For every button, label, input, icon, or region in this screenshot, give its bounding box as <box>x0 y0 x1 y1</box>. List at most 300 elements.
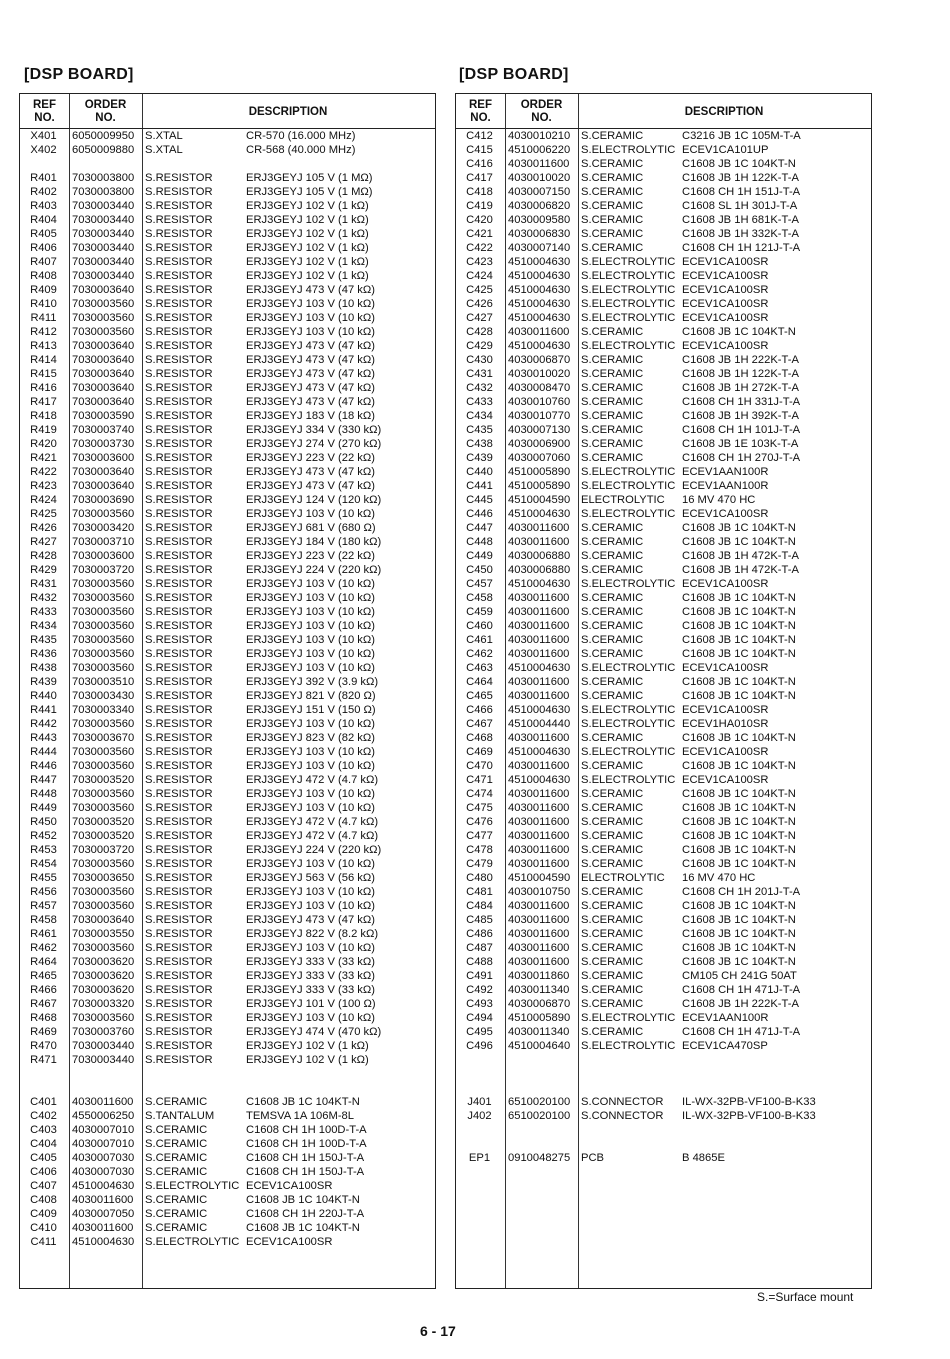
table-row <box>456 1025 871 1039</box>
order-no-cell: 7030003560 <box>72 900 135 912</box>
description-cell: C1608 JB 1C 104KT-N <box>682 648 796 660</box>
order-no-cell: 7030003620 <box>72 956 135 968</box>
ref-no-cell: C432 <box>466 382 493 394</box>
ref-no-cell: R433 <box>30 606 57 618</box>
ref-no-cell: R446 <box>30 760 57 772</box>
ref-no-cell: R453 <box>30 844 57 856</box>
table-row <box>20 213 435 227</box>
part-name-cell: S.RESISTOR <box>145 410 213 422</box>
table-row <box>20 773 435 787</box>
ref-no-cell: R467 <box>30 998 57 1010</box>
ref-no-cell: C448 <box>466 536 493 548</box>
description-cell: C1608 CH 1H 150J-T-A <box>246 1166 365 1178</box>
ref-no-cell: X401 <box>30 130 57 142</box>
table-row <box>20 1151 435 1165</box>
table-row <box>456 535 871 549</box>
ref-no-cell: C408 <box>30 1194 57 1206</box>
description-cell: C1608 CH 1H 150J-T-A <box>246 1152 365 1164</box>
ref-no-cell: C430 <box>466 354 493 366</box>
part-name-cell: S.RESISTOR <box>145 452 213 464</box>
part-name-cell: S.ELECTROLYTIC <box>145 1236 240 1248</box>
table-row <box>20 255 435 269</box>
order-no-cell: 4030011600 <box>508 942 570 954</box>
ref-no-cell: C446 <box>466 508 493 520</box>
description-cell: ERJ3GEYJ 821 V (820 Ω) <box>246 690 376 702</box>
order-no-cell: 7030003560 <box>72 718 135 730</box>
table-row <box>20 969 435 983</box>
order-no-cell: 7030003640 <box>72 466 135 478</box>
order-no-cell: 7030003650 <box>72 872 135 884</box>
ref-no-cell: R455 <box>30 872 57 884</box>
description-cell: ERJ3GEYJ 151 V (150 Ω) <box>246 704 376 716</box>
description-cell: ERJ3GEYJ 103 V (10 kΩ) <box>246 662 375 674</box>
description-cell: C1608 SL 1H 301J-T-A <box>682 200 798 212</box>
table-row <box>456 675 871 689</box>
order-no-cell: 4510004630 <box>508 340 571 352</box>
ref-no-cell: R432 <box>30 592 57 604</box>
part-name-cell: S.CERAMIC <box>581 998 644 1010</box>
ref-no-cell: X402 <box>30 144 57 156</box>
ref-no-cell: C492 <box>466 984 493 996</box>
table-row <box>20 423 435 437</box>
order-no-cell: 4030010210 <box>508 130 571 142</box>
description-cell: ERJ3GEYJ 102 V (1 kΩ) <box>246 256 369 268</box>
ref-no-cell: R449 <box>30 802 57 814</box>
description-cell: ERJ3GEYJ 473 V (47 kΩ) <box>246 368 375 380</box>
right-section-title: [DSP BOARD] <box>459 66 569 83</box>
part-name-cell: S.ELECTROLYTIC <box>581 480 676 492</box>
part-name-cell: S.ELECTROLYTIC <box>581 1012 676 1024</box>
description-header: DESCRIPTION <box>684 105 764 118</box>
table-row <box>20 633 435 647</box>
description-cell: ERJ3GEYJ 124 V (120 kΩ) <box>246 494 382 506</box>
ref-no-cell: C435 <box>466 424 493 436</box>
ref-no-cell: R444 <box>30 746 57 758</box>
ref-no-cell: R454 <box>30 858 57 870</box>
table-row <box>456 227 871 241</box>
part-name-cell: S.RESISTOR <box>145 256 213 268</box>
part-name-cell: S.ELECTROLYTIC <box>581 284 676 296</box>
ref-no-cell: R427 <box>30 536 57 548</box>
ref-no-cell: C434 <box>466 410 493 422</box>
order-no-cell: 7030003740 <box>72 424 135 436</box>
order-no-cell: 7030003560 <box>72 760 135 772</box>
part-name-cell: S.RESISTOR <box>145 648 213 660</box>
left-section-title: [DSP BOARD] <box>24 66 134 83</box>
order-no-cell: 7030003640 <box>72 340 135 352</box>
order-no-cell: 4030011600 <box>508 634 570 646</box>
description-cell: ERJ3GEYJ 473 V (47 kΩ) <box>246 354 375 366</box>
table-row <box>456 1123 871 1137</box>
ref-no-cell: R425 <box>30 508 57 520</box>
description-cell: ERJ3GEYJ 103 V (10 kΩ) <box>246 858 375 870</box>
order-no-cell: 7030003560 <box>72 858 135 870</box>
part-name-cell: S.CERAMIC <box>145 1152 208 1164</box>
table-row <box>20 129 435 143</box>
order-no-cell: 4030011600 <box>508 676 570 688</box>
description-cell: ECEV1CA470SP <box>682 1040 768 1052</box>
order-no-cell: 7030003640 <box>72 396 135 408</box>
table-row <box>20 1067 435 1081</box>
description-cell: C1608 JB 1C 104KT-N <box>682 956 796 968</box>
table-row <box>20 325 435 339</box>
order-no-cell: 7030003640 <box>72 354 135 366</box>
ref-no-cell: C464 <box>466 676 493 688</box>
description-cell: C1608 JB 1H 122K-T-A <box>682 368 799 380</box>
description-cell: ERJ3GEYJ 103 V (10 kΩ) <box>246 312 375 324</box>
table-row <box>20 927 435 941</box>
part-name-cell: S.RESISTOR <box>145 578 213 590</box>
table-row <box>456 353 871 367</box>
table-row <box>456 437 871 451</box>
part-name-cell: S.CERAMIC <box>581 396 644 408</box>
ref-no-cell: C457 <box>466 578 493 590</box>
description-cell: ERJ3GEYJ 472 V (4.7 kΩ) <box>246 830 379 842</box>
ref-no-cell: C484 <box>466 900 493 912</box>
part-name-cell: S.RESISTOR <box>145 718 213 730</box>
ref-no-cell: C460 <box>466 620 493 632</box>
part-name-cell: S.XTAL <box>145 130 183 142</box>
table-row <box>456 325 871 339</box>
table-row <box>20 507 435 521</box>
ref-no-cell: C415 <box>466 144 493 156</box>
part-name-cell: S.CERAMIC <box>581 858 644 870</box>
ref-no-cell: R428 <box>30 550 57 562</box>
description-cell: ERJ3GEYJ 223 V (22 kΩ) <box>246 452 375 464</box>
part-name-cell: S.ELECTROLYTIC <box>581 704 676 716</box>
description-cell: C1608 JB 1C 104KT-N <box>246 1194 360 1206</box>
order-no-cell: 4030007050 <box>72 1208 135 1220</box>
order-no-cell: 4030011600 <box>508 844 570 856</box>
part-name-cell: S.RESISTOR <box>145 284 213 296</box>
description-cell: ERJ3GEYJ 473 V (47 kΩ) <box>246 382 375 394</box>
table-row <box>20 1109 435 1123</box>
description-cell: ECEV1CA100SR <box>682 340 769 352</box>
order-no-cell: 4030006880 <box>508 564 571 576</box>
order-no-cell: 6050009950 <box>72 130 135 142</box>
ref-no-cell: R458 <box>30 914 57 926</box>
table-row <box>20 493 435 507</box>
description-cell: C1608 JB 1C 104KT-N <box>682 620 796 632</box>
description-cell: ERJ3GEYJ 183 V (18 kΩ) <box>246 410 375 422</box>
description-cell: ERJ3GEYJ 103 V (10 kΩ) <box>246 942 375 954</box>
ref-no-cell: C447 <box>466 522 493 534</box>
table-row <box>20 1193 435 1207</box>
order-no-cell: 7030003690 <box>72 494 135 506</box>
order-no-cell: 4510004630 <box>508 270 571 282</box>
ref-no-cell: R404 <box>30 214 57 226</box>
order-no-cell: 7030003560 <box>72 326 135 338</box>
ref-no-cell: R452 <box>30 830 57 842</box>
ref-no-cell: C466 <box>466 704 493 716</box>
ref-no-cell: R419 <box>30 424 57 436</box>
part-name-cell: S.CERAMIC <box>581 214 644 226</box>
part-name-cell: S.CERAMIC <box>581 606 644 618</box>
table-row <box>456 689 871 703</box>
description-cell: C1608 JB 1C 104KT-N <box>682 676 796 688</box>
order-no-cell: 4030011600 <box>508 858 570 870</box>
description-cell: C1608 JB 1C 104KT-N <box>682 522 796 534</box>
order-no-cell: 4510004630 <box>508 508 571 520</box>
table-row <box>456 157 871 171</box>
table-row <box>20 353 435 367</box>
description-cell: C1608 JB 1C 104KT-N <box>682 592 796 604</box>
ref-no-cell: R461 <box>30 928 57 940</box>
right-rows <box>456 129 871 1165</box>
order-no-cell: 4030011600 <box>508 760 570 772</box>
part-name-cell: S.CERAMIC <box>581 620 644 632</box>
ref-no-cell: C491 <box>466 970 493 982</box>
order-no-cell: 4030007010 <box>72 1138 135 1150</box>
ref-no-cell: R462 <box>30 942 57 954</box>
order-no-cell: 4030011600 <box>508 648 570 660</box>
table-row <box>20 297 435 311</box>
ref-no-cell: R420 <box>30 438 57 450</box>
order-no-cell: 4030011600 <box>508 606 570 618</box>
order-no-header: ORDER NO. <box>84 99 127 124</box>
ref-no-cell: C479 <box>466 858 493 870</box>
table-row <box>20 1053 435 1067</box>
table-row <box>20 605 435 619</box>
ref-no-cell: R440 <box>30 690 57 702</box>
table-row <box>456 1137 871 1151</box>
part-name-cell: S.ELECTROLYTIC <box>581 662 676 674</box>
order-no-cell: 4030010750 <box>508 886 571 898</box>
description-cell: ERJ3GEYJ 103 V (10 kΩ) <box>246 760 375 772</box>
left-rows <box>20 129 435 1249</box>
description-cell: C1608 JB 1C 104KT-N <box>682 606 796 618</box>
order-no-cell: 4510004630 <box>508 256 571 268</box>
table-row <box>456 1053 871 1067</box>
order-no-cell: 4030011600 <box>508 732 570 744</box>
table-row <box>456 773 871 787</box>
description-cell: C1608 JB 1C 104KT-N <box>682 858 796 870</box>
part-name-cell: S.ELECTROLYTIC <box>581 1040 676 1052</box>
ref-no-cell: C494 <box>466 1012 493 1024</box>
ref-no-cell: R438 <box>30 662 57 674</box>
ref-no-cell: R435 <box>30 634 57 646</box>
part-name-cell: S.RESISTOR <box>145 732 213 744</box>
table-row <box>20 1123 435 1137</box>
description-cell: C3216 JB 1C 105M-T-A <box>682 130 801 142</box>
table-row <box>456 339 871 353</box>
order-no-cell: 4510005890 <box>508 480 571 492</box>
description-cell: ERJ3GEYJ 102 V (1 kΩ) <box>246 1054 369 1066</box>
table-row <box>20 661 435 675</box>
order-no-cell: 7030003560 <box>72 648 135 660</box>
table-row <box>20 815 435 829</box>
order-no-cell: 4030010760 <box>508 396 571 408</box>
description-cell: C1608 JB 1H 122K-T-A <box>682 172 799 184</box>
ref-no-cell: R442 <box>30 718 57 730</box>
table-row <box>456 927 871 941</box>
order-no-cell: 4550006250 <box>72 1110 135 1122</box>
description-cell: C1608 JB 1H 332K-T-A <box>682 228 799 240</box>
part-name-cell: S.CERAMIC <box>581 886 644 898</box>
part-name-cell: S.ELECTROLYTIC <box>581 774 676 786</box>
ref-no-cell: C422 <box>466 242 493 254</box>
table-row <box>456 311 871 325</box>
ref-no-cell: C496 <box>466 1040 493 1052</box>
description-cell: C1608 JB 1H 222K-T-A <box>682 354 799 366</box>
order-no-cell: 7030003440 <box>72 1054 135 1066</box>
ref-no-cell: R429 <box>30 564 57 576</box>
part-name-cell: ELECTROLYTIC <box>581 872 665 884</box>
ref-no-cell: C418 <box>466 186 493 198</box>
table-row <box>20 465 435 479</box>
order-no-cell: 4030007130 <box>508 424 571 436</box>
description-cell: ERJ3GEYJ 274 V (270 kΩ) <box>246 438 382 450</box>
description-cell: ERJ3GEYJ 103 V (10 kΩ) <box>246 718 375 730</box>
ref-no-cell: R450 <box>30 816 57 828</box>
part-name-cell: S.CERAMIC <box>581 382 644 394</box>
table-row <box>20 759 435 773</box>
table-row <box>20 913 435 927</box>
ref-no-cell: R465 <box>30 970 57 982</box>
description-cell: ECEV1CA101UP <box>682 144 769 156</box>
order-no-cell: 4030011600 <box>72 1194 134 1206</box>
table-row <box>20 395 435 409</box>
ref-no-cell: R415 <box>30 368 57 380</box>
part-name-cell: S.RESISTOR <box>145 802 213 814</box>
ref-no-cell: R416 <box>30 382 57 394</box>
ref-no-cell: R422 <box>30 466 57 478</box>
part-name-cell: ELECTROLYTIC <box>581 494 665 506</box>
table-row <box>20 241 435 255</box>
part-name-cell: S.RESISTOR <box>145 186 213 198</box>
description-cell: TEMSVA 1A 106M-8L <box>246 1110 354 1122</box>
ref-no-cell: C488 <box>466 956 493 968</box>
table-row <box>456 619 871 633</box>
ref-no-cell: C427 <box>466 312 493 324</box>
table-row <box>456 493 871 507</box>
description-cell: CR-568 (40.000 MHz) <box>246 144 356 156</box>
order-no-cell: 4510004590 <box>508 872 571 884</box>
part-name-cell: S.CERAMIC <box>581 354 644 366</box>
table-row <box>20 339 435 353</box>
ref-no-cell: C411 <box>30 1236 57 1248</box>
ref-no-cell: C439 <box>466 452 493 464</box>
order-no-cell: 7030003440 <box>72 1040 135 1052</box>
order-no-cell: 7030003560 <box>72 606 135 618</box>
part-name-cell: S.RESISTOR <box>145 774 213 786</box>
part-name-cell: S.CERAMIC <box>581 172 644 184</box>
order-no-cell: 4030011600 <box>508 928 570 940</box>
ref-no-cell: R426 <box>30 522 57 534</box>
description-cell: B 4865E <box>682 1152 725 1164</box>
description-cell: C1608 JB 1H 681K-T-A <box>682 214 799 226</box>
description-cell: C1608 CH 1H 151J-T-A <box>682 186 801 198</box>
part-name-cell: S.RESISTOR <box>145 858 213 870</box>
part-name-cell: S.RESISTOR <box>145 620 213 632</box>
table-row <box>456 507 871 521</box>
order-no-cell: 7030003600 <box>72 452 135 464</box>
order-no-cell: 4030011600 <box>508 788 570 800</box>
description-cell: ERJ3GEYJ 105 V (1 MΩ) <box>246 172 373 184</box>
ref-no-cell: C481 <box>466 886 493 898</box>
ref-no-cell: C423 <box>466 256 493 268</box>
ref-no-cell: R417 <box>30 396 57 408</box>
order-no-cell: 7030003640 <box>72 480 135 492</box>
ref-no-cell: C429 <box>466 340 493 352</box>
description-cell: ECEV1AAN100R <box>682 466 769 478</box>
description-cell: ERJ3GEYJ 102 V (1 kΩ) <box>246 242 369 254</box>
part-name-cell: S.ELECTROLYTIC <box>581 578 676 590</box>
part-name-cell: S.RESISTOR <box>145 676 213 688</box>
ref-no-cell: C421 <box>466 228 493 240</box>
description-cell: ECEV1CA100SR <box>682 284 769 296</box>
part-name-cell: S.RESISTOR <box>145 228 213 240</box>
order-no-cell: 4510004640 <box>508 1040 571 1052</box>
part-name-cell: S.RESISTOR <box>145 690 213 702</box>
table-row <box>20 157 435 171</box>
part-name-cell: S.RESISTOR <box>145 1054 213 1066</box>
description-cell: ERJ3GEYJ 563 V (56 kΩ) <box>246 872 375 884</box>
table-row <box>20 367 435 381</box>
description-cell: ERJ3GEYJ 473 V (47 kΩ) <box>246 466 375 478</box>
table-row <box>456 661 871 675</box>
description-cell: ERJ3GEYJ 103 V (10 kΩ) <box>246 648 375 660</box>
ref-no-cell: R424 <box>30 494 57 506</box>
description-cell: ERJ3GEYJ 103 V (10 kΩ) <box>246 1012 375 1024</box>
description-cell: ERJ3GEYJ 334 V (330 kΩ) <box>246 424 382 436</box>
description-cell: C1608 JB 1C 104KT-N <box>682 928 796 940</box>
description-cell: ERJ3GEYJ 333 V (33 kΩ) <box>246 984 375 996</box>
part-name-cell: S.RESISTOR <box>145 1040 213 1052</box>
description-cell: ERJ3GEYJ 474 V (470 kΩ) <box>246 1026 382 1038</box>
description-cell: ECEV1AAN100R <box>682 1012 769 1024</box>
order-no-cell: 7030003560 <box>72 942 135 954</box>
table-row <box>456 143 871 157</box>
part-name-cell: S.RESISTOR <box>145 662 213 674</box>
description-cell: ERJ3GEYJ 103 V (10 kΩ) <box>246 634 375 646</box>
order-no-cell: 4510004630 <box>508 578 571 590</box>
table-row <box>20 1137 435 1151</box>
description-cell: C1608 JB 1C 104KT-N <box>682 900 796 912</box>
order-no-cell: 7030003440 <box>72 242 135 254</box>
part-name-cell: S.CERAMIC <box>581 690 644 702</box>
order-no-cell: 7030003640 <box>72 368 135 380</box>
ref-no-cell: R405 <box>30 228 57 240</box>
part-name-cell: S.TANTALUM <box>145 1110 215 1122</box>
description-cell: C1608 CH 1H 471J-T-A <box>682 984 801 996</box>
order-no-cell: 7030003440 <box>72 214 135 226</box>
part-name-cell: S.CERAMIC <box>581 452 644 464</box>
description-cell: C1608 JB 1H 472K-T-A <box>682 564 799 576</box>
part-name-cell: S.RESISTOR <box>145 340 213 352</box>
table-row <box>20 829 435 843</box>
part-name-cell: S.CERAMIC <box>581 676 644 688</box>
part-name-cell: S.RESISTOR <box>145 354 213 366</box>
table-row <box>456 605 871 619</box>
table-row <box>456 395 871 409</box>
table-row <box>456 409 871 423</box>
table-row <box>456 731 871 745</box>
order-no-cell: 7030003620 <box>72 984 135 996</box>
ref-no-cell: R406 <box>30 242 57 254</box>
description-cell: IL-WX-32PB-VF100-B-K33 <box>682 1110 816 1122</box>
ref-no-cell: R439 <box>30 676 57 688</box>
table-row <box>20 983 435 997</box>
ref-no-cell: C426 <box>466 298 493 310</box>
description-cell: ECEV1CA100SR <box>682 508 769 520</box>
ref-no-cell: C493 <box>466 998 493 1010</box>
order-no-cell: 4030007140 <box>508 242 571 254</box>
order-no-cell: 4510005890 <box>508 466 571 478</box>
part-name-cell: PCB <box>581 1152 605 1164</box>
order-no-cell: 7030003560 <box>72 802 135 814</box>
description-cell: ERJ3GEYJ 102 V (1 kΩ) <box>246 214 369 226</box>
